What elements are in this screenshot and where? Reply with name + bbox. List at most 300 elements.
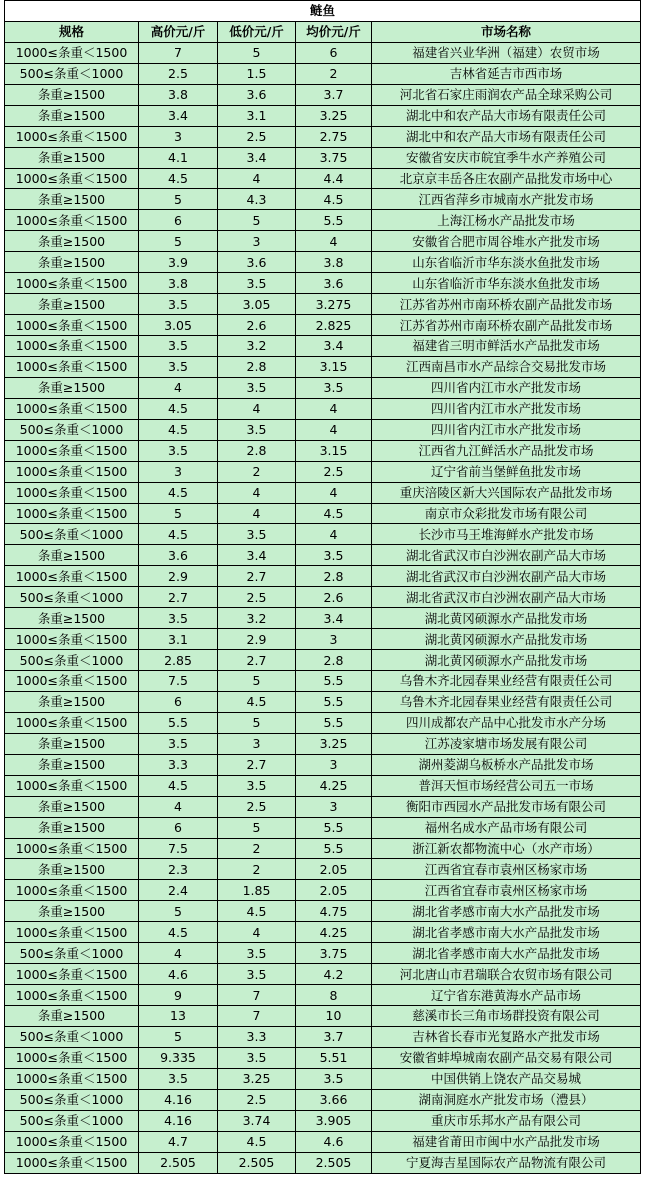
table-row bbox=[5, 817, 641, 838]
cell-spec: 1000≤条重＜1500 bbox=[5, 482, 139, 503]
cell-market-name: 山东省临沂市华东淡水鱼批发市场 bbox=[372, 252, 641, 273]
column-header-low-price: 低价元/斤 bbox=[218, 21, 296, 42]
cell-high-price: 13 bbox=[139, 1006, 218, 1027]
cell-low-price: 3.5 bbox=[218, 1047, 296, 1068]
cell-low-price: 2.7 bbox=[218, 650, 296, 671]
table-row bbox=[5, 336, 641, 357]
cell-low-price: 2 bbox=[218, 838, 296, 859]
cell-low-price: 4.5 bbox=[218, 901, 296, 922]
cell-spec: 1000≤条重＜1500 bbox=[5, 671, 139, 692]
cell-low-price: 3.4 bbox=[218, 545, 296, 566]
table-row bbox=[5, 901, 641, 922]
cell-market-name: 湖北省武汉市白沙洲农副产品大市场 bbox=[372, 587, 641, 608]
cell-market-name: 乌鲁木齐北园春果业经营有限责任公司 bbox=[372, 691, 641, 712]
cell-low-price: 3.05 bbox=[218, 294, 296, 315]
cell-avg-price: 3 bbox=[296, 796, 372, 817]
cell-high-price: 3.9 bbox=[139, 252, 218, 273]
table-row bbox=[5, 440, 641, 461]
cell-spec: 1000≤条重＜1500 bbox=[5, 440, 139, 461]
cell-spec: 条重≥1500 bbox=[5, 545, 139, 566]
cell-low-price: 5 bbox=[218, 210, 296, 231]
cell-avg-price: 3 bbox=[296, 629, 372, 650]
cell-high-price: 4.16 bbox=[139, 1110, 218, 1131]
cell-high-price: 4.5 bbox=[139, 419, 218, 440]
cell-high-price: 4.5 bbox=[139, 922, 218, 943]
cell-market-name: 宁夏海吉星国际农产品物流有限公司 bbox=[372, 1152, 641, 1173]
cell-avg-price: 2.6 bbox=[296, 587, 372, 608]
table-row bbox=[5, 1068, 641, 1089]
cell-market-name: 四川省内江市水产批发市场 bbox=[372, 398, 641, 419]
table-row bbox=[5, 964, 641, 985]
cell-avg-price: 5.5 bbox=[296, 210, 372, 231]
cell-market-name: 江西省九江鲜活水产品批发市场 bbox=[372, 440, 641, 461]
cell-spec: 1000≤条重＜1500 bbox=[5, 1152, 139, 1173]
cell-high-price: 3.5 bbox=[139, 733, 218, 754]
cell-avg-price: 3.275 bbox=[296, 294, 372, 315]
cell-spec: 条重≥1500 bbox=[5, 105, 139, 126]
cell-high-price: 5.5 bbox=[139, 712, 218, 733]
cell-low-price: 3.6 bbox=[218, 252, 296, 273]
cell-spec: 1000≤条重＜1500 bbox=[5, 566, 139, 587]
cell-market-name: 普洱天恒市场经营公司五一市场 bbox=[372, 775, 641, 796]
column-header-high-price: 高价元/斤 bbox=[139, 21, 218, 42]
table-row bbox=[5, 629, 641, 650]
cell-spec: 1000≤条重＜1500 bbox=[5, 356, 139, 377]
cell-low-price: 5 bbox=[218, 712, 296, 733]
cell-avg-price: 3.15 bbox=[296, 440, 372, 461]
cell-high-price: 2.505 bbox=[139, 1152, 218, 1173]
cell-market-name: 江西省宜春市袁州区杨家市场 bbox=[372, 859, 641, 880]
table-row bbox=[5, 1152, 641, 1173]
cell-low-price: 2.5 bbox=[218, 587, 296, 608]
cell-spec: 条重≥1500 bbox=[5, 377, 139, 398]
cell-avg-price: 4.5 bbox=[296, 503, 372, 524]
cell-market-name: 辽宁省前当堡鲜鱼批发市场 bbox=[372, 461, 641, 482]
cell-spec: 500≤条重＜1000 bbox=[5, 63, 139, 84]
cell-high-price: 3.3 bbox=[139, 754, 218, 775]
cell-market-name: 湖州菱湖乌板桥水产品批发市场 bbox=[372, 754, 641, 775]
cell-high-price: 2.3 bbox=[139, 859, 218, 880]
table-row bbox=[5, 671, 641, 692]
cell-market-name: 河北唐山市君瑞联合农贸市场有限公司 bbox=[372, 964, 641, 985]
cell-market-name: 福州名成水产品市场有限公司 bbox=[372, 817, 641, 838]
cell-spec: 条重≥1500 bbox=[5, 84, 139, 105]
table-row bbox=[5, 880, 641, 901]
table-row bbox=[5, 42, 641, 63]
cell-avg-price: 8 bbox=[296, 985, 372, 1006]
cell-spec: 条重≥1500 bbox=[5, 691, 139, 712]
cell-low-price: 2.6 bbox=[218, 315, 296, 336]
cell-avg-price: 5.51 bbox=[296, 1047, 372, 1068]
cell-spec: 500≤条重＜1000 bbox=[5, 419, 139, 440]
cell-spec: 1000≤条重＜1500 bbox=[5, 629, 139, 650]
cell-low-price: 5 bbox=[218, 42, 296, 63]
cell-low-price: 3.1 bbox=[218, 105, 296, 126]
table-row bbox=[5, 754, 641, 775]
cell-low-price: 3.4 bbox=[218, 147, 296, 168]
cell-spec: 1000≤条重＜1500 bbox=[5, 985, 139, 1006]
cell-avg-price: 4.25 bbox=[296, 922, 372, 943]
cell-avg-price: 3.7 bbox=[296, 1026, 372, 1047]
cell-low-price: 2.5 bbox=[218, 126, 296, 147]
cell-low-price: 3 bbox=[218, 231, 296, 252]
table-row bbox=[5, 105, 641, 126]
cell-spec: 条重≥1500 bbox=[5, 859, 139, 880]
cell-low-price: 3.5 bbox=[218, 419, 296, 440]
cell-low-price: 4 bbox=[218, 503, 296, 524]
cell-market-name: 福建省三明市鲜活水产品批发市场 bbox=[372, 336, 641, 357]
cell-market-name: 湖北省武汉市白沙洲农副产品大市场 bbox=[372, 545, 641, 566]
cell-high-price: 3.5 bbox=[139, 440, 218, 461]
cell-spec: 500≤条重＜1000 bbox=[5, 943, 139, 964]
cell-high-price: 7.5 bbox=[139, 671, 218, 692]
cell-spec: 1000≤条重＜1500 bbox=[5, 273, 139, 294]
title-row bbox=[5, 1, 641, 22]
cell-market-name: 浙江新农都物流中心（水产市场） bbox=[372, 838, 641, 859]
cell-high-price: 2.85 bbox=[139, 650, 218, 671]
cell-low-price: 2.8 bbox=[218, 356, 296, 377]
cell-avg-price: 5.5 bbox=[296, 712, 372, 733]
table-row bbox=[5, 587, 641, 608]
cell-market-name: 四川成都农产品中心批发市水产分场 bbox=[372, 712, 641, 733]
cell-spec: 1000≤条重＜1500 bbox=[5, 922, 139, 943]
cell-high-price: 3.4 bbox=[139, 105, 218, 126]
cell-spec: 1000≤条重＜1500 bbox=[5, 168, 139, 189]
cell-market-name: 慈溪市长三角市场群投资有限公司 bbox=[372, 1006, 641, 1027]
cell-avg-price: 3.25 bbox=[296, 105, 372, 126]
cell-market-name: 吉林省长春市光复路水产批发市场 bbox=[372, 1026, 641, 1047]
cell-spec: 1000≤条重＜1500 bbox=[5, 964, 139, 985]
cell-market-name: 北京京丰岳各庄农副产品批发市场中心 bbox=[372, 168, 641, 189]
cell-low-price: 3.2 bbox=[218, 608, 296, 629]
cell-low-price: 3.2 bbox=[218, 336, 296, 357]
table-row bbox=[5, 838, 641, 859]
cell-spec: 1000≤条重＜1500 bbox=[5, 398, 139, 419]
cell-low-price: 3.6 bbox=[218, 84, 296, 105]
table-row bbox=[5, 273, 641, 294]
cell-low-price: 3.5 bbox=[218, 775, 296, 796]
cell-low-price: 3.5 bbox=[218, 524, 296, 545]
cell-spec: 1000≤条重＜1500 bbox=[5, 42, 139, 63]
table-row bbox=[5, 503, 641, 524]
cell-spec: 1000≤条重＜1500 bbox=[5, 315, 139, 336]
table-row bbox=[5, 294, 641, 315]
cell-low-price: 2.7 bbox=[218, 566, 296, 587]
cell-low-price: 3.74 bbox=[218, 1110, 296, 1131]
table-row bbox=[5, 943, 641, 964]
cell-market-name: 长沙市马王堆海鲜水产批发市场 bbox=[372, 524, 641, 545]
cell-low-price: 2.9 bbox=[218, 629, 296, 650]
cell-avg-price: 3.75 bbox=[296, 147, 372, 168]
cell-avg-price: 3.75 bbox=[296, 943, 372, 964]
cell-high-price: 3.1 bbox=[139, 629, 218, 650]
cell-avg-price: 3.7 bbox=[296, 84, 372, 105]
cell-avg-price: 3.6 bbox=[296, 273, 372, 294]
cell-high-price: 5 bbox=[139, 901, 218, 922]
cell-spec: 500≤条重＜1000 bbox=[5, 650, 139, 671]
cell-high-price: 2.4 bbox=[139, 880, 218, 901]
cell-market-name: 重庆涪陵区新大兴国际农产品批发市场 bbox=[372, 482, 641, 503]
cell-market-name: 江苏凌家塘市场发展有限公司 bbox=[372, 733, 641, 754]
cell-avg-price: 10 bbox=[296, 1006, 372, 1027]
cell-low-price: 3.5 bbox=[218, 964, 296, 985]
cell-high-price: 2.7 bbox=[139, 587, 218, 608]
cell-spec: 条重≥1500 bbox=[5, 147, 139, 168]
cell-avg-price: 2 bbox=[296, 63, 372, 84]
cell-avg-price: 4 bbox=[296, 524, 372, 545]
cell-high-price: 4 bbox=[139, 377, 218, 398]
cell-low-price: 7 bbox=[218, 985, 296, 1006]
table-row bbox=[5, 733, 641, 754]
table-row bbox=[5, 650, 641, 671]
cell-high-price: 3.6 bbox=[139, 545, 218, 566]
cell-spec: 条重≥1500 bbox=[5, 733, 139, 754]
cell-avg-price: 4.4 bbox=[296, 168, 372, 189]
cell-avg-price: 3.4 bbox=[296, 608, 372, 629]
cell-low-price: 3.5 bbox=[218, 377, 296, 398]
cell-spec: 条重≥1500 bbox=[5, 608, 139, 629]
table-row bbox=[5, 859, 641, 880]
cell-spec: 1000≤条重＜1500 bbox=[5, 210, 139, 231]
cell-spec: 条重≥1500 bbox=[5, 901, 139, 922]
table-row bbox=[5, 210, 641, 231]
cell-high-price: 6 bbox=[139, 691, 218, 712]
cell-avg-price: 3.15 bbox=[296, 356, 372, 377]
cell-avg-price: 4 bbox=[296, 398, 372, 419]
cell-low-price: 1.5 bbox=[218, 63, 296, 84]
cell-avg-price: 3.5 bbox=[296, 377, 372, 398]
cell-market-name: 福建省兴业华洲（福建）农贸市场 bbox=[372, 42, 641, 63]
table-row bbox=[5, 461, 641, 482]
cell-market-name: 安徽省合肥市周谷堆水产批发市场 bbox=[372, 231, 641, 252]
cell-avg-price: 3.5 bbox=[296, 1068, 372, 1089]
cell-spec: 条重≥1500 bbox=[5, 754, 139, 775]
cell-low-price: 3 bbox=[218, 733, 296, 754]
cell-market-name: 湖北黄冈硕源水产品批发市场 bbox=[372, 608, 641, 629]
cell-spec: 1000≤条重＜1500 bbox=[5, 503, 139, 524]
cell-avg-price: 4.75 bbox=[296, 901, 372, 922]
cell-avg-price: 4 bbox=[296, 482, 372, 503]
cell-market-name: 乌鲁木齐北园春果业经营有限责任公司 bbox=[372, 671, 641, 692]
column-header-spec: 规格 bbox=[5, 21, 139, 42]
cell-market-name: 中国供销上饶农产品交易城 bbox=[372, 1068, 641, 1089]
cell-market-name: 湖南洞庭水产批发市场（澧县） bbox=[372, 1089, 641, 1110]
cell-high-price: 2.5 bbox=[139, 63, 218, 84]
cell-low-price: 4.5 bbox=[218, 1131, 296, 1152]
cell-market-name: 安徽省蚌埠城南农副产品交易有限公司 bbox=[372, 1047, 641, 1068]
cell-low-price: 3.3 bbox=[218, 1026, 296, 1047]
cell-low-price: 7 bbox=[218, 1006, 296, 1027]
table-row bbox=[5, 189, 641, 210]
cell-high-price: 4.1 bbox=[139, 147, 218, 168]
cell-avg-price: 3.8 bbox=[296, 252, 372, 273]
cell-avg-price: 3.66 bbox=[296, 1089, 372, 1110]
cell-avg-price: 2.5 bbox=[296, 461, 372, 482]
cell-spec: 500≤条重＜1000 bbox=[5, 1110, 139, 1131]
table-row bbox=[5, 524, 641, 545]
cell-market-name: 辽宁省东港黄海水产品市场 bbox=[372, 985, 641, 1006]
cell-high-price: 3.5 bbox=[139, 1068, 218, 1089]
cell-avg-price: 2.505 bbox=[296, 1152, 372, 1173]
cell-low-price: 5 bbox=[218, 671, 296, 692]
cell-market-name: 四川省内江市水产批发市场 bbox=[372, 419, 641, 440]
cell-market-name: 江西省宜春市袁州区杨家市场 bbox=[372, 880, 641, 901]
cell-avg-price: 4.2 bbox=[296, 964, 372, 985]
cell-market-name: 河北省石家庄雨润农产品全球采购公司 bbox=[372, 84, 641, 105]
cell-high-price: 4.5 bbox=[139, 168, 218, 189]
cell-high-price: 6 bbox=[139, 817, 218, 838]
cell-spec: 条重≥1500 bbox=[5, 1006, 139, 1027]
cell-market-name: 湖北省孝感市南大水产品批发市场 bbox=[372, 901, 641, 922]
cell-spec: 1000≤条重＜1500 bbox=[5, 336, 139, 357]
table-row bbox=[5, 252, 641, 273]
table-row bbox=[5, 1006, 641, 1027]
cell-high-price: 3.8 bbox=[139, 273, 218, 294]
cell-market-name: 江西省萍乡市城南水产批发市场 bbox=[372, 189, 641, 210]
cell-market-name: 吉林省延吉市西市场 bbox=[372, 63, 641, 84]
cell-high-price: 4.5 bbox=[139, 398, 218, 419]
cell-high-price: 3.8 bbox=[139, 84, 218, 105]
cell-high-price: 9.335 bbox=[139, 1047, 218, 1068]
cell-market-name: 上海江杨水产品批发市场 bbox=[372, 210, 641, 231]
cell-avg-price: 2.8 bbox=[296, 650, 372, 671]
cell-high-price: 4.6 bbox=[139, 964, 218, 985]
cell-avg-price: 5.5 bbox=[296, 838, 372, 859]
cell-spec: 1000≤条重＜1500 bbox=[5, 712, 139, 733]
cell-market-name: 四川省内江市水产批发市场 bbox=[372, 377, 641, 398]
header-row bbox=[5, 21, 641, 42]
cell-low-price: 1.85 bbox=[218, 880, 296, 901]
cell-low-price: 4 bbox=[218, 482, 296, 503]
table-row bbox=[5, 608, 641, 629]
cell-high-price: 7 bbox=[139, 42, 218, 63]
cell-market-name: 湖北黄冈硕源水产品批发市场 bbox=[372, 650, 641, 671]
cell-market-name: 湖北省孝感市南大水产品批发市场 bbox=[372, 943, 641, 964]
cell-market-name: 湖北中和农产品大市场有限责任公司 bbox=[372, 126, 641, 147]
table-row bbox=[5, 1131, 641, 1152]
cell-low-price: 5 bbox=[218, 817, 296, 838]
cell-high-price: 2.9 bbox=[139, 566, 218, 587]
table-row bbox=[5, 419, 641, 440]
cell-low-price: 4.3 bbox=[218, 189, 296, 210]
cell-market-name: 衡阳市西园水产品批发市场有限公司 bbox=[372, 796, 641, 817]
cell-high-price: 4.5 bbox=[139, 482, 218, 503]
table-row bbox=[5, 84, 641, 105]
cell-avg-price: 3.5 bbox=[296, 545, 372, 566]
table-row bbox=[5, 566, 641, 587]
cell-market-name: 湖北省武汉市白沙洲农副产品大市场 bbox=[372, 566, 641, 587]
cell-spec: 500≤条重＜1000 bbox=[5, 524, 139, 545]
cell-avg-price: 3.905 bbox=[296, 1110, 372, 1131]
cell-spec: 1000≤条重＜1500 bbox=[5, 1131, 139, 1152]
cell-high-price: 3.5 bbox=[139, 294, 218, 315]
cell-market-name: 福建省莆田市闽中水产品批发市场 bbox=[372, 1131, 641, 1152]
cell-spec: 条重≥1500 bbox=[5, 817, 139, 838]
cell-high-price: 3.5 bbox=[139, 336, 218, 357]
cell-high-price: 4.5 bbox=[139, 524, 218, 545]
cell-low-price: 2.5 bbox=[218, 796, 296, 817]
cell-low-price: 2 bbox=[218, 859, 296, 880]
table-row bbox=[5, 315, 641, 336]
cell-high-price: 4.7 bbox=[139, 1131, 218, 1152]
cell-market-name: 江西南昌市水产品综合交易批发市场 bbox=[372, 356, 641, 377]
cell-spec: 1000≤条重＜1500 bbox=[5, 1068, 139, 1089]
table-row bbox=[5, 147, 641, 168]
cell-low-price: 3.5 bbox=[218, 943, 296, 964]
cell-avg-price: 2.75 bbox=[296, 126, 372, 147]
cell-high-price: 3.05 bbox=[139, 315, 218, 336]
cell-spec: 1000≤条重＜1500 bbox=[5, 838, 139, 859]
cell-low-price: 2.7 bbox=[218, 754, 296, 775]
cell-low-price: 2.8 bbox=[218, 440, 296, 461]
fish-price-table bbox=[4, 0, 641, 1174]
cell-market-name: 江苏省苏州市南环桥农副产品批发市场 bbox=[372, 294, 641, 315]
cell-low-price: 4 bbox=[218, 168, 296, 189]
cell-spec: 条重≥1500 bbox=[5, 252, 139, 273]
table-row bbox=[5, 231, 641, 252]
cell-market-name: 重庆市乐邦水产品有限公司 bbox=[372, 1110, 641, 1131]
cell-high-price: 4.5 bbox=[139, 775, 218, 796]
table-row bbox=[5, 985, 641, 1006]
cell-high-price: 4.16 bbox=[139, 1089, 218, 1110]
cell-spec: 500≤条重＜1000 bbox=[5, 1026, 139, 1047]
cell-low-price: 3.25 bbox=[218, 1068, 296, 1089]
cell-spec: 条重≥1500 bbox=[5, 231, 139, 252]
table-row bbox=[5, 1047, 641, 1068]
cell-avg-price: 5.5 bbox=[296, 671, 372, 692]
cell-avg-price: 2.825 bbox=[296, 315, 372, 336]
cell-spec: 500≤条重＜1000 bbox=[5, 587, 139, 608]
cell-market-name: 南京市众彩批发市场有限公司 bbox=[372, 503, 641, 524]
cell-high-price: 5 bbox=[139, 231, 218, 252]
cell-spec: 条重≥1500 bbox=[5, 189, 139, 210]
cell-market-name: 安徽省安庆市皖宜季牛水产养殖公司 bbox=[372, 147, 641, 168]
table-row bbox=[5, 168, 641, 189]
cell-avg-price: 5.5 bbox=[296, 691, 372, 712]
cell-market-name: 湖北省孝感市南大水产品批发市场 bbox=[372, 922, 641, 943]
cell-spec: 500≤条重＜1000 bbox=[5, 1089, 139, 1110]
table-row bbox=[5, 545, 641, 566]
cell-avg-price: 4 bbox=[296, 419, 372, 440]
cell-high-price: 5 bbox=[139, 503, 218, 524]
cell-avg-price: 4 bbox=[296, 231, 372, 252]
cell-low-price: 2 bbox=[218, 461, 296, 482]
table-row bbox=[5, 63, 641, 84]
cell-spec: 1000≤条重＜1500 bbox=[5, 1047, 139, 1068]
cell-low-price: 3.5 bbox=[218, 273, 296, 294]
column-header-avg-price: 均价元/斤 bbox=[296, 21, 372, 42]
cell-high-price: 3 bbox=[139, 461, 218, 482]
cell-avg-price: 3 bbox=[296, 754, 372, 775]
cell-spec: 1000≤条重＜1500 bbox=[5, 461, 139, 482]
cell-avg-price: 2.05 bbox=[296, 880, 372, 901]
table-row bbox=[5, 1089, 641, 1110]
table-row bbox=[5, 356, 641, 377]
table-row bbox=[5, 398, 641, 419]
cell-avg-price: 6 bbox=[296, 42, 372, 63]
cell-low-price: 4 bbox=[218, 398, 296, 419]
cell-avg-price: 4.25 bbox=[296, 775, 372, 796]
cell-avg-price: 3.25 bbox=[296, 733, 372, 754]
cell-spec: 1000≤条重＜1500 bbox=[5, 880, 139, 901]
cell-high-price: 4 bbox=[139, 796, 218, 817]
cell-low-price: 4.5 bbox=[218, 691, 296, 712]
table-row bbox=[5, 377, 641, 398]
table-row bbox=[5, 712, 641, 733]
table-row bbox=[5, 482, 641, 503]
cell-market-name: 湖北中和农产品大市场有限责任公司 bbox=[372, 105, 641, 126]
table-row bbox=[5, 126, 641, 147]
